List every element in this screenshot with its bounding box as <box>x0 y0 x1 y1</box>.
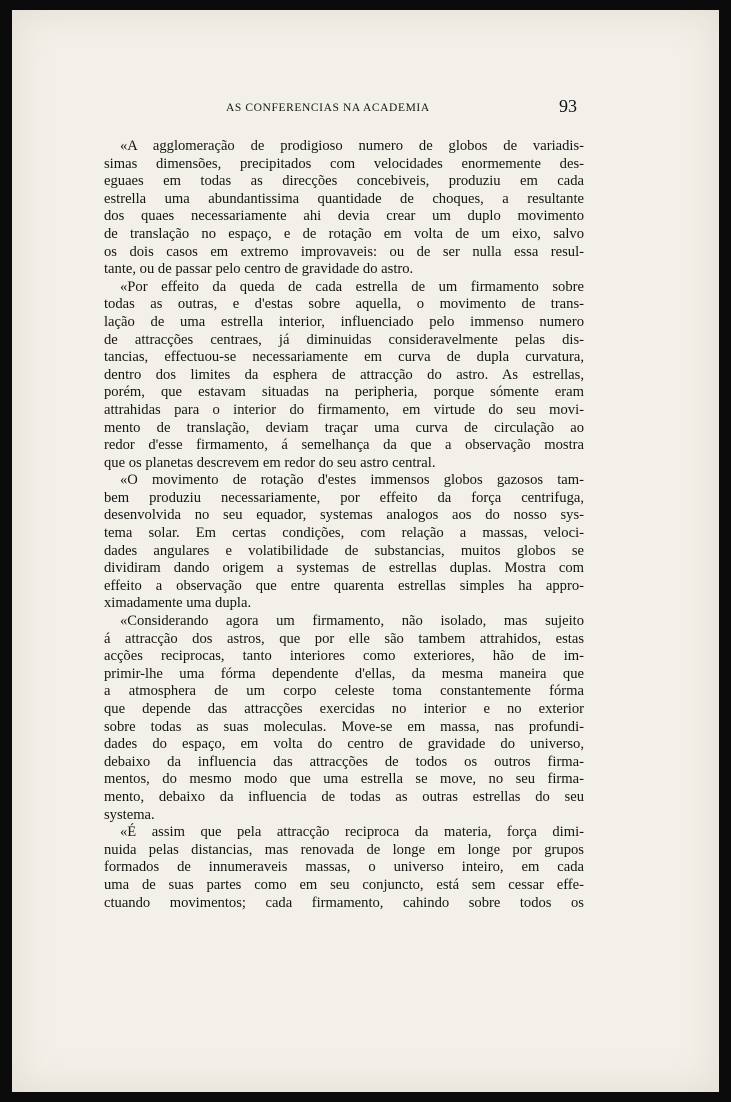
text-line: systema. <box>104 806 155 823</box>
text-line: tema solar. Em certas condições, com relação a massas, veloci- <box>104 525 584 542</box>
text-line: de attracções centraes, já diminuidas consideravelmente pelas dis- <box>104 331 584 348</box>
text-line: á attracção dos astros, que por elle são tambem attrahidos, estas <box>104 630 584 647</box>
text-line: acções reciprocas, tanto interiores como exteriores, hão de im- <box>104 648 584 665</box>
text-line: «Considerando agora um firmamento, não isolado, mas sujeito <box>120 613 584 630</box>
text-line: tante, ou de passar pelo centro de gravidade do astro. <box>104 261 414 278</box>
text-line: lação de uma estrella interior, influenciado pelo immenso numero <box>104 313 584 330</box>
body-text <box>104 138 584 912</box>
paragraph <box>104 472 584 613</box>
text-line: sobre todas as suas moleculas. Move-se em massa, nas profundi- <box>104 718 584 735</box>
text-line: dentro dos limites da esphera de attracção do astro. As estrellas, <box>104 366 584 383</box>
text-line: formados de innumeraveis massas, o universo inteiro, em cada <box>104 859 584 876</box>
page-number: 93 <box>559 96 577 116</box>
text-line: estrella uma abundantissima quantidade de choques, a resultante <box>104 190 584 207</box>
paragraph <box>104 138 584 279</box>
text-line: dividiram dando origem a systemas de estrellas duplas. Mostra com <box>104 560 584 577</box>
text-line: redor d'esse firmamento, á semelhança da que a observação mostra <box>104 437 584 454</box>
text-line: tancias, effectuou-se necessariamente em curva de dupla curvatura, <box>104 349 584 366</box>
text-line: mento de translação, deviam traçar uma curva de circulação ao <box>104 419 584 436</box>
text-line: os dois casos em extremo improvaveis: ou de ser nulla essa resul- <box>104 243 584 260</box>
text-line: mento, debaixo da influencia de todas as outras estrellas do seu <box>104 788 584 805</box>
text-line: bem produziu necessariamente, por effeito da força centrifuga, <box>104 489 584 506</box>
text-line: porém, que estavam situadas na peripheria, porque sómente eram <box>104 384 584 401</box>
text-line: todas as outras, e d'estas sobre aquella, o movimento de trans- <box>104 296 584 313</box>
text-line: ctuando movimentos; cada firmamento, cahindo sobre todos os <box>104 894 584 911</box>
text-line: a atmosphera de um corpo celeste toma constantemente fórma <box>104 683 584 700</box>
text-line: mentos, do mesmo modo que uma estrella se move, no seu firma- <box>104 771 584 788</box>
text-line: «O movimento de rotação d'estes immensos globos gazosos tam- <box>120 472 584 489</box>
text-line: «É assim que pela attracção reciproca da materia, força dimi- <box>120 824 584 841</box>
text-line: «A agglomeração de prodigioso numero de globos de variadis- <box>120 138 584 154</box>
text-line: que depende das attracções exercidas no interior e no exterior <box>104 701 584 717</box>
book-page <box>12 10 719 1092</box>
text-line: dades angulares e volatibilidade de substancias, muitos globos se <box>104 542 584 559</box>
text-line: eguaes em todas as direcções concebiveis, produziu em cada <box>104 173 584 190</box>
text-line: uma de suas partes como em seu conjuncto, está sem cessar effe- <box>104 876 584 893</box>
running-title: AS CONFERENCIAS NA ACADEMIA <box>226 102 430 114</box>
text-line: debaixo da influencia das attracções de todos os outros firma- <box>104 753 584 770</box>
paragraph <box>104 824 584 912</box>
text-line: dades do espaço, em volta do centro de gravidade do universo, <box>104 736 584 753</box>
text-line: que os planetas descrevem em redor do seu astro central. <box>104 454 436 471</box>
text-line: effeito a observação que entre quarenta estrellas simples ha appro- <box>104 577 584 594</box>
text-line: ximadamente uma dupla. <box>104 595 252 612</box>
paragraph <box>104 279 584 473</box>
text-line: attrahidas para o interior do firmamento, em virtude do seu movi- <box>104 401 584 418</box>
text-line: simas dimensões, precipitados com velocidades enormemente des- <box>104 155 584 172</box>
page-header <box>12 96 719 120</box>
text-line: desenvolvida no seu equador, systemas analogos aos do nosso sys- <box>104 507 584 524</box>
text-line: primir-lhe uma fórma dependente d'ellas, da mesma maneira que <box>104 665 584 682</box>
paragraph <box>104 613 584 824</box>
text-line: dos quaes necessariamente ahi devia crear um duplo movimento <box>104 208 584 225</box>
text-line: de translação no espaço, e de rotação em volta de um eixo, salvo <box>104 225 584 242</box>
text-line: «Por effeito da queda de cada estrella de um firmamento sobre <box>120 278 584 295</box>
text-line: nuida pelas distancias, mas renovada de longe em longe por grupos <box>104 841 584 858</box>
